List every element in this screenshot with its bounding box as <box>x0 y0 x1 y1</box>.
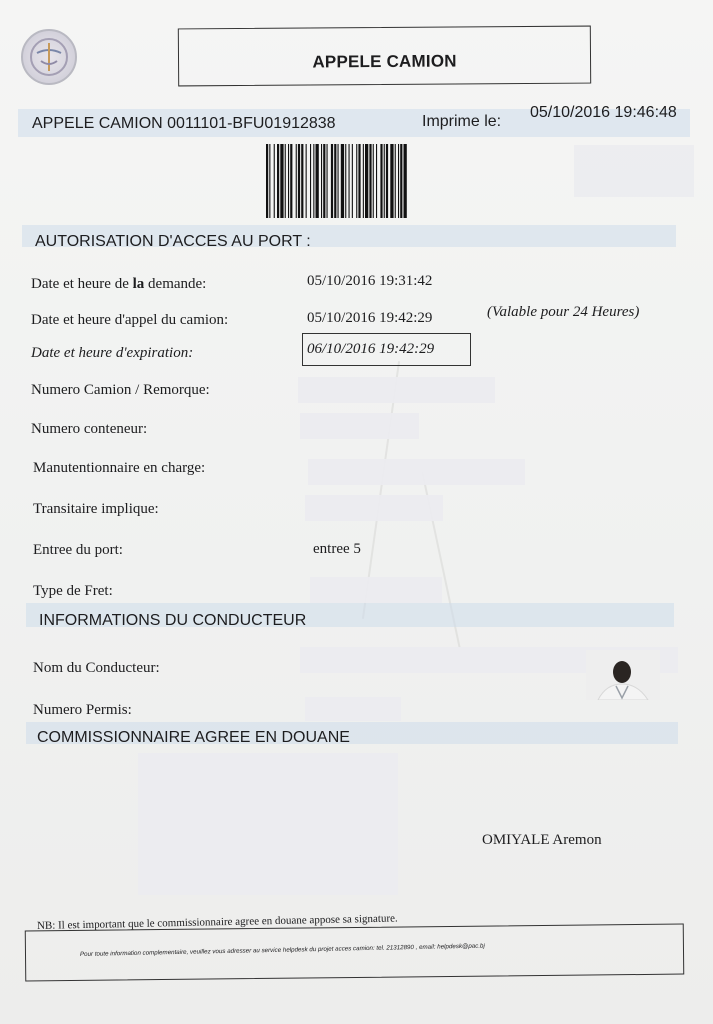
barcode-bar <box>390 144 393 218</box>
redacted-area <box>300 413 419 439</box>
section-heading-access: AUTORISATION D'ACCES AU PORT : <box>35 233 311 250</box>
barcode-bar <box>277 144 279 218</box>
barcode-bar <box>327 144 328 218</box>
validity-note: (Valable pour 24 Heures) <box>487 304 640 320</box>
redacted-area <box>574 145 694 197</box>
license-number-label: Numero Permis: <box>33 702 132 718</box>
redacted-area <box>305 697 401 721</box>
barcode-bar <box>363 144 364 218</box>
expiry-datetime-value: 06/10/2016 19:42:29 <box>307 341 435 357</box>
logo-icon <box>23 31 75 83</box>
barcode-bar <box>334 144 336 218</box>
barcode-bar <box>341 144 344 218</box>
port-entry-value: entree 5 <box>313 541 361 557</box>
barcode-bar <box>404 144 407 218</box>
redacted-area <box>298 377 495 403</box>
forwarder-label: Transitaire implique: <box>33 501 159 517</box>
call-datetime-value: 05/10/2016 19:42:29 <box>307 310 433 326</box>
barcode-bar <box>345 144 346 218</box>
barcode-bar <box>280 144 283 218</box>
barcode-bar <box>296 144 297 218</box>
barcode-image <box>266 144 538 218</box>
barcode-bar <box>288 144 289 218</box>
printed-label: Imprime le: <box>422 113 502 130</box>
barcode-bar <box>376 144 377 218</box>
redacted-signature-area <box>138 753 398 895</box>
barcode-bar <box>369 144 371 218</box>
barcode-bar <box>365 144 368 218</box>
redacted-area <box>308 459 525 485</box>
call-datetime-label: Date et heure d'appel du camion: <box>31 312 229 328</box>
barcode-bar <box>352 144 353 218</box>
barcode-bar <box>356 144 357 218</box>
barcode-bar <box>313 144 314 218</box>
barcode-bar <box>301 144 303 218</box>
barcode-bar <box>380 144 382 218</box>
barcode-bar <box>285 144 286 218</box>
barcode-bar <box>400 144 402 218</box>
barcode-bar <box>338 144 339 218</box>
barcode-bar <box>331 144 333 218</box>
person-icon <box>586 650 660 700</box>
barcode-bar <box>274 144 275 218</box>
agent-name: OMIYALE Aremon <box>482 832 602 848</box>
title-box <box>178 26 591 87</box>
nb-note: NB: Il est important que le commissionnaire agree en douane appose sa signature. <box>36 912 398 932</box>
barcode-bar <box>398 144 399 218</box>
barcode-bar <box>395 144 396 218</box>
port-entry-label: Entree du port: <box>33 542 123 558</box>
redacted-area <box>305 495 443 521</box>
barcode-bar <box>290 144 292 218</box>
barcode-bar <box>306 144 307 218</box>
section-heading-driver: INFORMATIONS DU CONDUCTEUR <box>39 612 307 629</box>
barcode-bar <box>298 144 300 218</box>
printed-value: 05/10/2016 19:46:48 <box>530 104 677 121</box>
document-title: APPELE CAMION <box>312 51 457 72</box>
driver-name-label: Nom du Conducteur: <box>33 660 160 676</box>
handler-label: Manutentionnaire en charge: <box>33 460 206 476</box>
barcode-bar <box>323 144 325 218</box>
barcode-bar <box>266 144 268 218</box>
truck-number-label: Numero Camion / Remorque: <box>31 382 210 398</box>
barcode-bar <box>373 144 374 218</box>
barcode-bar <box>310 144 311 218</box>
reference-number: APPELE CAMION 0011101-BFU01912838 <box>32 115 336 132</box>
barcode-bar <box>384 144 385 218</box>
helpdesk-info: Pour toute information complementaire, veuillez vous adresser au service helpdesk du projet acces camion: tel. 21312890 , email: helpdesk@pac.bj <box>79 942 485 958</box>
request-datetime-value: 05/10/2016 19:31:42 <box>307 273 433 289</box>
freight-type-label: Type de Fret: <box>33 583 113 599</box>
driver-photo <box>586 650 660 700</box>
logo-emblem <box>21 29 77 85</box>
barcode-bar <box>316 144 319 218</box>
barcode-bar <box>269 144 270 218</box>
barcode-bar <box>358 144 360 218</box>
barcode-bar <box>386 144 388 218</box>
barcode-bar <box>349 144 350 218</box>
container-number-label: Numero conteneur: <box>31 421 148 437</box>
expiry-datetime-label: Date et heure d'expiration: <box>31 345 194 361</box>
request-datetime-label: Date et heure de la demande: <box>31 276 207 292</box>
section-heading-agent: COMMISSIONNAIRE AGREE EN DOUANE <box>37 729 350 746</box>
barcode-bar <box>321 144 322 218</box>
redacted-area <box>310 577 442 603</box>
